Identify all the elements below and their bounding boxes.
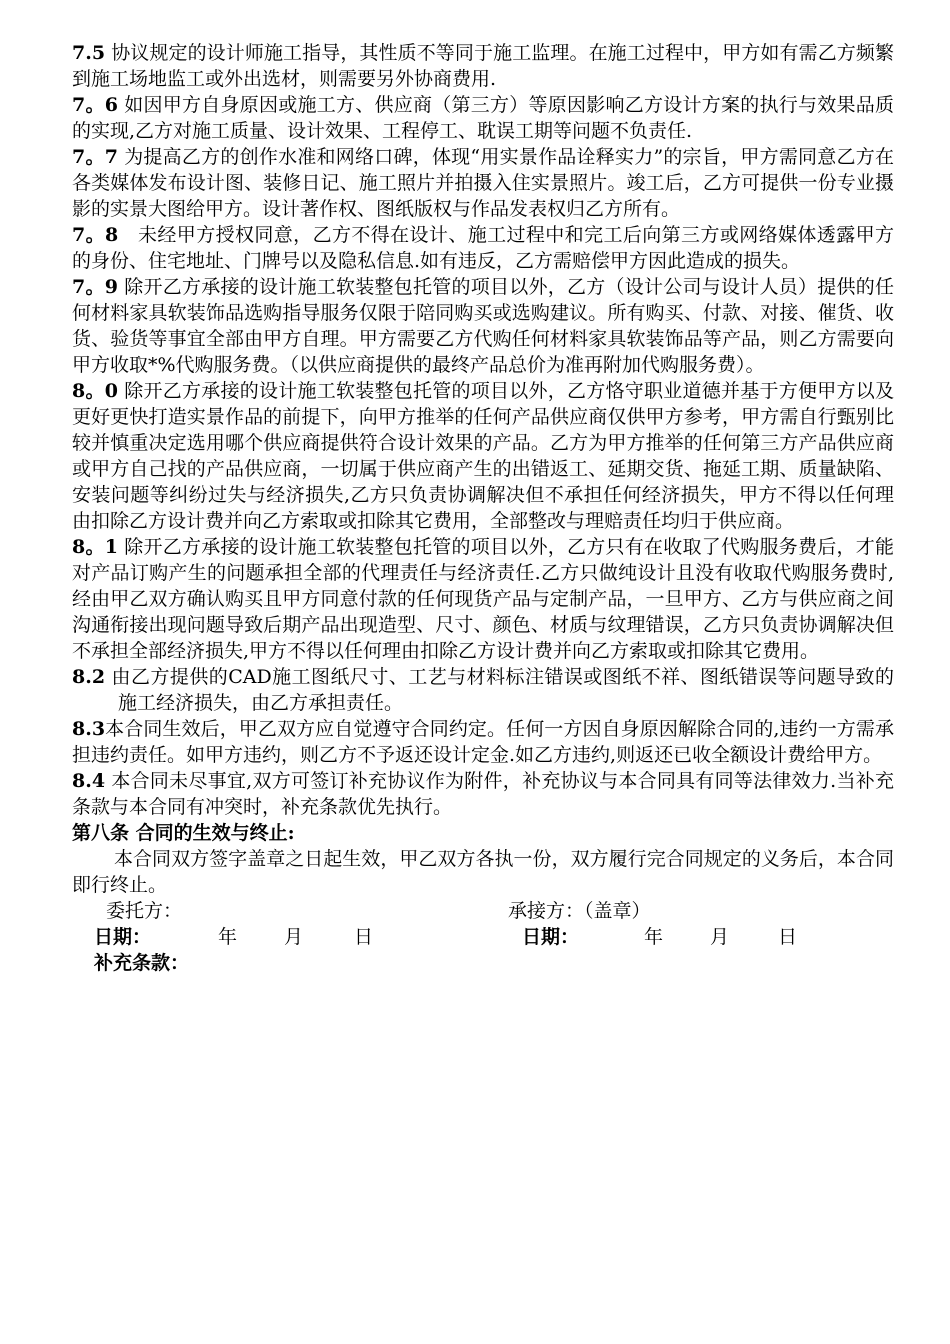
clause-number: 7.5 [72, 42, 106, 64]
clause-number: 8.2 [72, 666, 106, 688]
signature-dates-row [72, 924, 894, 950]
clause-number: 7。8 [72, 224, 119, 246]
clause-text: 如因甲方自身原因或施工方、供应商（第三方）等原因影响乙方设计方案的执行与效果品质的实现,乙方对施工质量、设计效果、工程停工、耽误工期等问题不负责任. [72, 94, 894, 142]
clause-7-7 [72, 144, 894, 222]
contractor-year-label: 年 [644, 926, 664, 948]
client-day-label: 日 [354, 926, 374, 948]
clause-text: 除开乙方承接的设计施工软装整包托管的项目以外，乙方恪守职业道德并基于方便甲方以及更好更快打造实景作品的前提下，向甲方推举的任何产品供应商仅供甲方参考，甲方需自行甄别比较并慎重决定选用哪个供应商提供符合设计效果的产品。乙方为甲方推举的任何第三方产品供应商或甲方自己找的产品供应商，一切属于供应商产生的出错返工、延期交货、拖延工期、质量缺陷、安装问题等纠纷过失与经济损失,乙方只负责协调解决但不承担任何经济损失，甲方不得以任何理由扣除乙方设计费并向乙方索取或扣除其它费用，全部整改与理赔责任均归于供应商。 [72, 380, 894, 532]
clause-text: 协议规定的设计师施工指导，其性质不等同于施工监理。在施工过程中，甲方如有需乙方频繁到施工场地监工或外出选材，则需要另外协商费用. [72, 42, 894, 90]
clause-8-3 [72, 716, 894, 768]
clause-7-6 [72, 92, 894, 144]
supplement-label: 补充条款： [94, 952, 190, 974]
contractor-month-label: 月 [710, 926, 730, 948]
clause-number: 8。0 [72, 380, 118, 402]
supplement-row [72, 950, 894, 976]
clause-7-9 [72, 274, 894, 378]
clause-text: 本合同未尽事宜,双方可签订补充协议作为附件，补充协议与本合同具有同等法律效力.当补充条款与本合同有冲突时，补充条款优先执行。 [72, 770, 894, 818]
article-body: 本合同双方签字盖章之日起生效，甲乙双方各执一份，双方履行完合同规定的义务后，本合同即行终止。 [72, 848, 894, 896]
contractor-date-label: 日期： [522, 926, 580, 948]
client-month-label: 月 [284, 926, 304, 948]
clause-text: 未经甲方授权同意，乙方不得在设计、施工过程中和完工后向第三方或网络媒体透露甲方的身份、住宅地址、门牌号以及隐私信息.如有违反，乙方需赔偿甲方因此造成的损失。 [72, 224, 894, 272]
clause-number: 7。9 [72, 276, 118, 298]
clause-number: 8。1 [72, 536, 118, 558]
client-label: 委托方： [106, 900, 183, 922]
article-heading: 第八条 合同的生效与终止: [72, 822, 295, 844]
clause-8-4 [72, 768, 894, 820]
clause-text: 由乙方提供的CAD施工图纸尺寸、工艺与材料标注错误或图纸不祥、图纸错误等问题导致的施工经济损失，由乙方承担责任。 [105, 666, 894, 714]
contract-page [72, 40, 894, 976]
signature-labels-row [72, 898, 894, 924]
clause-8-0 [72, 378, 894, 534]
clause-8-2 [72, 664, 894, 716]
clause-8-1 [72, 534, 894, 664]
clause-number: 7。6 [72, 94, 118, 116]
client-date-label: 日期： [94, 926, 152, 948]
clause-7-5 [72, 40, 894, 92]
clause-text: 为提高乙方的创作水准和网络口碑，体现“用实景作品诠释实力”的宗旨，甲方需同意乙方在各类媒体发布设计图、装修日记、施工照片并拍摄入住实景照片。竣工后，乙方可提供一份专业摄影的实景大图给甲方。设计著作权、图纸版权与作品发表权归乙方所有。 [72, 146, 894, 220]
clause-text: 本合同生效后，甲乙双方应自觉遵守合同约定。任何一方因自身原因解除合同的,违约一方需承担违约责任。如甲方违约，则乙方不予返还设计定金.如乙方违约,则返还已收全额设计费给甲方。 [72, 718, 894, 766]
clause-text: 除开乙方承接的设计施工软装整包托管的项目以外，乙方（设计公司与设计人员）提供的任何材料家具软装饰品选购指导服务仅限于陪同购买或选购建议。所有购买、付款、对接、催货、收货、验货等事宜全部由甲方自理。甲方需要乙方代购任何材料家具软装饰品等产品，则乙方需要向甲方收取*%代购服务费。（以供应商提供的最终产品总价为准再附加代购服务费）。 [72, 276, 894, 376]
clause-number: 8.3 [72, 718, 106, 740]
clause-text: 除开乙方承接的设计施工软装整包托管的项目以外，乙方只有在收取了代购服务费后，才能对产品订购产生的问题承担全部的代理责任与经济责任.乙方只做纯设计且没有收取代购服务费时,经由甲乙双方确认购买且甲方同意付款的任何现货产品与定制产品，一旦甲方、乙方与供应商之间沟通衔接出现问题导致后期产品出现造型、尺寸、颜色、材质与纹理错误，乙方只负责协调解决但不承担全部经济损失,甲方不得以任何理由扣除乙方设计费并向乙方索取或扣除其它费用。 [72, 536, 894, 662]
contractor-label: 承接方：（盖章） [508, 900, 651, 922]
client-year-label: 年 [218, 926, 238, 948]
clause-7-8 [72, 222, 894, 274]
contractor-day-label: 日 [778, 926, 798, 948]
clause-number: 8.4 [72, 770, 106, 792]
clause-number: 7。7 [72, 146, 118, 168]
